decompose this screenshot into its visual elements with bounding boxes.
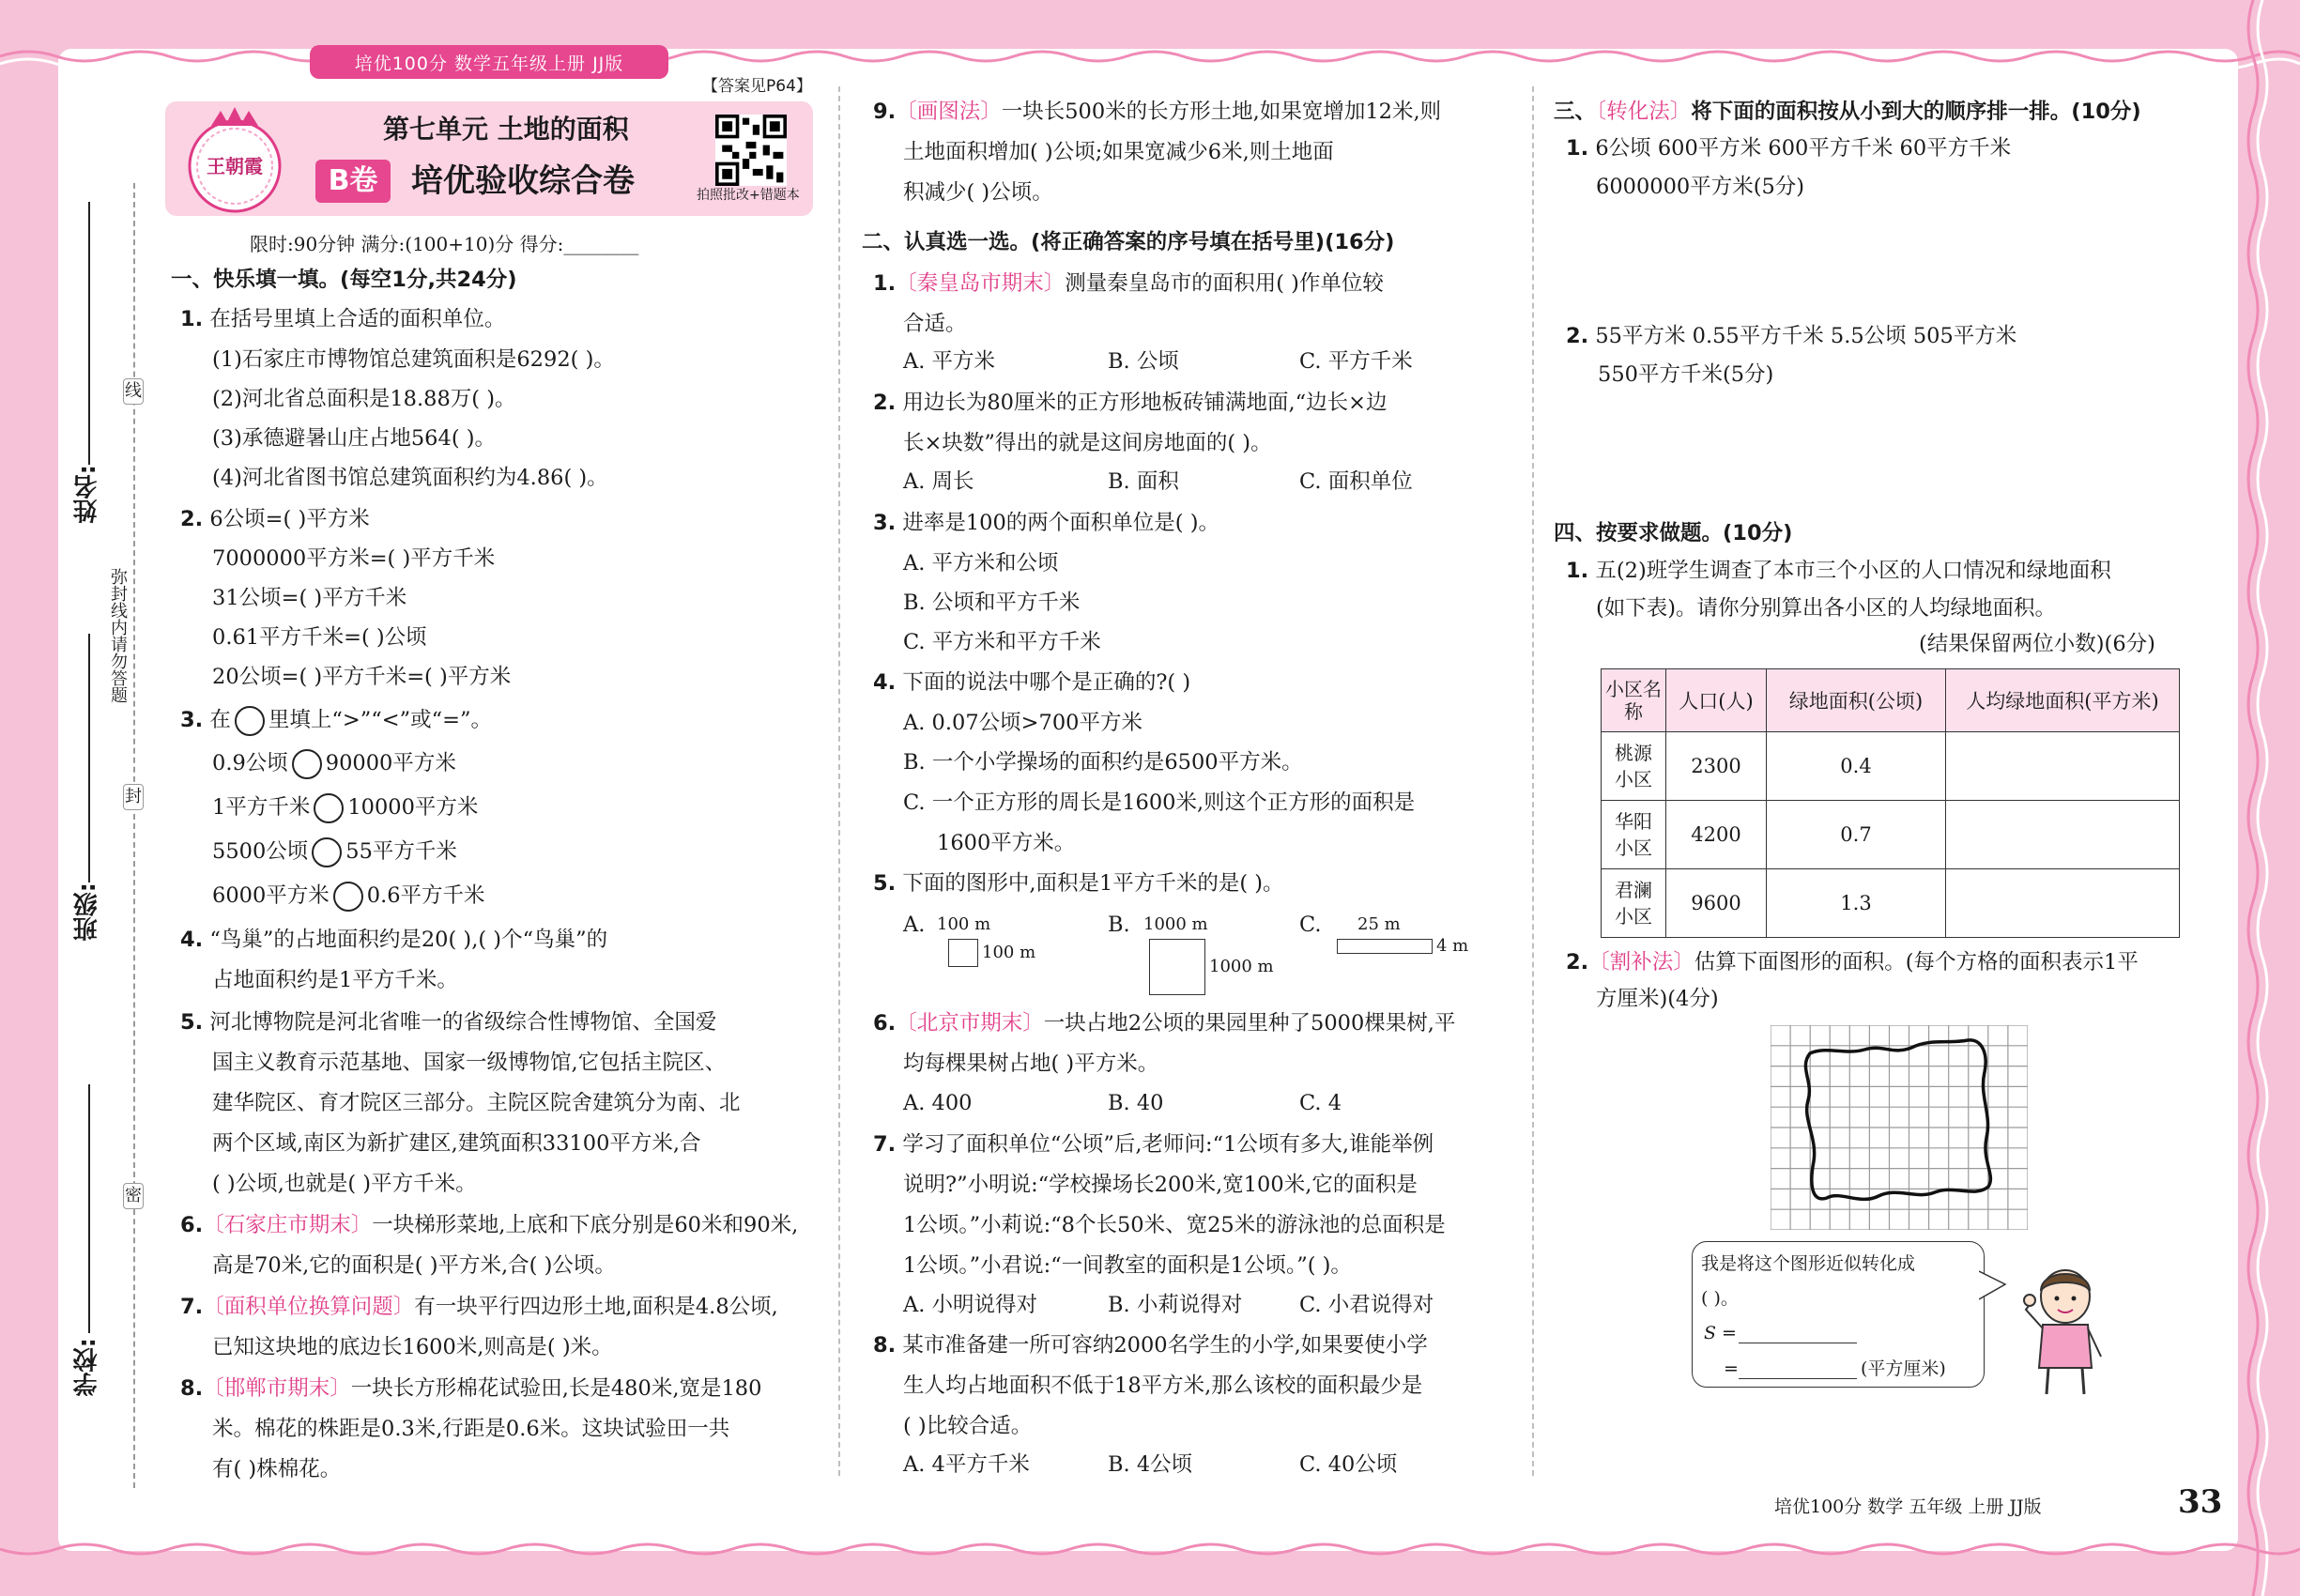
- question-8-line-3: 有( )株棉花。: [212, 1457, 342, 1481]
- question-4: 4. “鸟巢”的占地面积约是20( ),( )个“鸟巢”的: [180, 928, 608, 952]
- choice-1: 1.〔秦皇岛市期末〕测量秦皇岛市的面积用( )作单位较: [873, 271, 1384, 296]
- table-cell: 华阳小区: [1602, 801, 1666, 869]
- header-cell: 人均绿地面积(平方米): [1946, 669, 2180, 732]
- choice-7-option-a[interactable]: A. 小明说得对: [903, 1293, 1038, 1317]
- choice-3-option-c[interactable]: C. 平方米和平方千米: [903, 630, 1101, 654]
- question-5: 5. 河北博物院是河北省唯一的省级综合性博物馆、全国爱: [180, 1010, 717, 1035]
- unit-title: 第七单元 土地的面积: [383, 114, 629, 145]
- question-3-row-4: 6000平方米 0.6平方千米: [212, 882, 485, 912]
- question-3-row-1: 0.9公顷 90000平方米: [212, 749, 456, 779]
- question-8-line-2: 米。棉花的株距是0.3米,行距是0.6米。这块试验田一共: [212, 1417, 730, 1441]
- answer-cell[interactable]: [1946, 801, 2180, 869]
- table-cell: 桃源小区: [1602, 732, 1666, 801]
- option-b-top-label: 1000 m: [1143, 914, 1208, 934]
- option-c-top-label: 25 m: [1357, 914, 1401, 934]
- choice-2-option-c[interactable]: C. 面积单位: [1299, 469, 1413, 494]
- header-cell: 绿地面积(公顷): [1767, 669, 1946, 732]
- question-7: 7.〔面积单位换算问题〕有一块平行四边形土地,面积是4.8公顷,: [180, 1295, 778, 1319]
- choice-3-option-b[interactable]: B. 公顷和平方千米: [903, 591, 1081, 615]
- question-5-line-2: 国主义教育示范基地、国家一级博物馆,它包括主院区、: [212, 1051, 727, 1075]
- answer-cell[interactable]: [1946, 732, 2180, 801]
- choice-5: 5. 下面的图形中,面积是1平方千米的是( )。: [873, 871, 1284, 896]
- choice-6: 6.〔北京市期末〕一块占地2公顷的果园里种了5000棵果树,平: [873, 1011, 1456, 1036]
- header-cell: 小区名称: [1602, 669, 1666, 732]
- question-5-line-3: 建华院区、育才院区三部分。主院区院舍建筑分为南、北: [212, 1091, 741, 1115]
- table-row: [1602, 801, 2180, 869]
- question-5-line-5: ( )公顷,也就是( )平方千米。: [212, 1172, 477, 1196]
- choice-8: 8. 某市准备建一所可容纳2000名学生的小学,如果要使小学: [873, 1333, 1428, 1358]
- choice-8-option-a[interactable]: A. 4平方千米: [903, 1452, 1030, 1477]
- option-a-side-label: 100 m: [982, 943, 1036, 962]
- option-b-square: [1149, 939, 1205, 995]
- table-cell: 1.3: [1767, 869, 1946, 938]
- secret-mark: 密: [123, 1183, 144, 1209]
- choice-2: 2. 用边长为80厘米的正方形地板砖铺满地面,“边长×边: [873, 391, 1388, 415]
- choice-8-option-c[interactable]: C. 40公顷: [1299, 1452, 1398, 1477]
- logo-text: 王朝霞: [207, 155, 263, 177]
- column-divider-2: [1532, 86, 1534, 1476]
- question-4-line-2: 占地面积约是1平方千米。: [212, 968, 458, 992]
- choice-4-option-b[interactable]: B. 一个小学操场的面积约是6500平方米。: [903, 750, 1303, 775]
- question-8: 8.〔邯郸市期末〕一块长方形棉花试验田,长是480米,宽是180: [180, 1376, 762, 1401]
- sort-problem-1: 1. 6公顷 600平方米 600平方千米 60平方千米: [1566, 136, 2012, 161]
- question-3: 3. 在 里填上“>”“<”或“=”。: [180, 706, 492, 736]
- choice-6-option-a[interactable]: A. 400: [903, 1091, 973, 1115]
- choice-6-option-b[interactable]: B. 40: [1108, 1091, 1164, 1115]
- page-number: 33: [2178, 1483, 2223, 1521]
- choice-1-line-2: 合适。: [903, 312, 967, 336]
- choice-7-line-4: 1公顷。”小君说:“一间教室的面积是1公顷。”( )。: [903, 1253, 1352, 1278]
- problem-2: 2.〔割补法〕估算下面图形的面积。(每个方格的面积表示1平: [1566, 950, 2139, 974]
- section-2-heading: 二、认真选一选。(将正确答案的序号填在括号里)(16分): [862, 230, 1395, 254]
- binding-strip: [60, 183, 163, 1488]
- question-9-line-2: 土地面积增加( )公顷;如果宽减少6米,则土地面: [903, 140, 1334, 164]
- table-cell: 2300: [1666, 732, 1767, 801]
- table-row: [1602, 869, 2180, 938]
- choice-1-option-c[interactable]: C. 平方千米: [1299, 349, 1413, 374]
- exam-meta: 限时:90分钟 满分:(100+10)分 得分:________: [250, 233, 639, 255]
- question-1-part-4: (4)河北省图书馆总建筑面积约为4.86( )。: [212, 466, 608, 490]
- header-cell: 人口(人): [1666, 669, 1767, 732]
- answer-reference: 【答案见P64】: [702, 77, 812, 96]
- question-2-part-3: 31公顷=( )平方千米: [212, 586, 407, 610]
- column-divider-1: [838, 86, 840, 1476]
- choice-2-line-2: 长×块数”得出的就是这间房地面的( )。: [903, 431, 1272, 455]
- table-cell: 君澜小区: [1602, 869, 1666, 938]
- question-5-line-4: 两个区域,南区为新扩建区,建筑面积33100平方米,合: [212, 1131, 701, 1156]
- question-2-part-2: 7000000平方米=( )平方千米: [212, 546, 496, 571]
- choice-8-line-3: ( )比较合适。: [903, 1414, 1033, 1438]
- choice-4: 4. 下面的说法中哪个是正确的?( ): [873, 670, 1191, 695]
- class-line: [88, 634, 90, 882]
- bubble-line-1: 我是将这个图形近似转化成: [1701, 1253, 1916, 1274]
- section-3-heading: 三、〔转化法〕将下面的面积按从小到大的顺序排一排。(10分): [1554, 100, 2141, 124]
- question-1-part-3: (3)承德避暑山庄占地564( )。: [212, 426, 497, 451]
- choice-7-line-2: 说明?”小明说:“学校操场长200米,宽100米,它的面积是: [903, 1173, 1418, 1197]
- compare-circle-icon[interactable]: [292, 749, 322, 779]
- bubble-unit: (平方厘米): [1861, 1358, 1946, 1379]
- question-6-line-2: 高是70米,它的面积是( )平方米,合( )公顷。: [212, 1253, 616, 1278]
- option-c-side-label: 4 m: [1436, 936, 1469, 956]
- problem-1-line-2: (如下表)。请你分别算出各小区的人均绿地面积。: [1596, 596, 2057, 621]
- question-3-row-3: 5500公顷 55平方千米: [212, 837, 457, 867]
- sort-problem-2: 2. 55平方米 0.55平方千米 5.5公顷 505平方米: [1566, 324, 2017, 348]
- choice-4-option-c-line-2: 1600平方米。: [937, 831, 1076, 855]
- choice-4-option-c[interactable]: C. 一个正方形的周长是1600米,则这个正方形的面积是: [903, 790, 1416, 815]
- choice-6-line-2: 均每棵果树占地( )平方米。: [903, 1051, 1159, 1076]
- table-cell: 9600: [1666, 869, 1767, 938]
- question-9-line-3: 积减少( )公顷。: [903, 180, 1053, 205]
- option-a-square: [948, 939, 978, 967]
- choice-3: 3. 进率是100的两个面积单位是( )。: [873, 511, 1220, 535]
- page-footer: 培优100分 数学 五年级 上册 JJ版: [1774, 1496, 2042, 1517]
- choice-7-line-3: 1公顷。”小莉说:“8个长50米、宽25米的游泳池的总面积是: [903, 1213, 1446, 1237]
- qr-code-icon[interactable]: [715, 115, 787, 186]
- choice-1-option-b[interactable]: B. 公顷: [1108, 349, 1179, 374]
- choice-3-option-a[interactable]: A. 平方米和公顷: [903, 551, 1059, 575]
- question-3-row-2: 1平方千米 10000平方米: [212, 793, 478, 823]
- school-label: 学校:: [73, 1338, 101, 1397]
- compare-circle-icon[interactable]: [333, 882, 363, 912]
- question-1-part-2: (2)河北省总面积是18.88万( )。: [212, 387, 516, 411]
- bubble-equals: =: [1724, 1358, 1739, 1379]
- logo-icon: [178, 105, 291, 213]
- sort-problem-2-line-2: 550平方千米(5分): [1598, 362, 1774, 387]
- grid-shape-figure: [1771, 1025, 2028, 1230]
- choice-2-option-b[interactable]: B. 面积: [1108, 469, 1179, 494]
- line-mark: 线: [123, 378, 144, 405]
- choice-7: 7. 学习了面积单位“公顷”后,老师问:“1公顷有多大,谁能举例: [873, 1132, 1434, 1157]
- name-label: 姓名:: [73, 465, 101, 524]
- choice-8-line-2: 生人均占地面积不低于18平方米,那么该校的面积最少是: [903, 1373, 1423, 1398]
- question-6: 6.〔石家庄市期末〕一块梯形菜地,上底和下底分别是60米和90米,: [180, 1213, 799, 1237]
- class-label: 班级:: [73, 882, 101, 942]
- question-1: 1. 在括号里填上合适的面积单位。: [180, 307, 506, 331]
- seal-mark: 封: [123, 784, 144, 810]
- table-cell: 4200: [1666, 801, 1767, 869]
- question-7-line-2: 已知这块地的底边长1600米,则高是( )米。: [212, 1335, 613, 1359]
- question-2-part-5: 20公顷=( )平方千米=( )平方米: [212, 665, 512, 689]
- population-table: [1601, 668, 2180, 938]
- right-wave-border: [2216, 0, 2300, 1596]
- table-header-row: [1602, 669, 2180, 732]
- student-illustration: [2018, 1263, 2112, 1404]
- choice-1-option-a[interactable]: A. 平方米: [903, 349, 996, 374]
- problem-2-line-2: 方厘米)(4分): [1596, 987, 1719, 1011]
- volume-badge: B卷: [315, 160, 391, 203]
- compare-circle-icon[interactable]: [312, 837, 342, 867]
- speech-bubble-tail-icon: [1979, 1267, 2007, 1305]
- choice-5-option-a[interactable]: A.: [903, 913, 926, 937]
- choice-7-option-b[interactable]: B. 小莉说得对: [1108, 1293, 1243, 1317]
- problem-1: 1. 五(2)班学生调查了本市三个小区的人口情况和绿地面积: [1566, 559, 2111, 583]
- section-4-heading: 四、按要求做题。(10分): [1554, 521, 1793, 545]
- series-tab: 培优100分 数学五年级上册 JJ版: [310, 45, 668, 79]
- bottom-wave-border: [0, 1530, 2300, 1596]
- sort-problem-1-line-2: 6000000平方米(5分): [1596, 175, 1805, 199]
- problem-1-note: (结果保留两位小数)(6分): [1919, 632, 2155, 656]
- qr-caption: 拍照批改+错题本: [697, 188, 800, 203]
- option-c-rectangle: [1337, 939, 1433, 954]
- section-1-heading: 一、快乐填一填。(每空1分,共24分): [171, 268, 517, 292]
- choice-5-option-b[interactable]: B.: [1108, 913, 1130, 937]
- choice-4-option-a[interactable]: A. 0.07公顷>700平方米: [903, 711, 1142, 735]
- option-b-side-label: 1000 m: [1209, 957, 1274, 976]
- school-line: [88, 1084, 90, 1333]
- bubble-line-2: ( )。: [1701, 1288, 1739, 1309]
- question-2: 2. 6公顷=( )平方米: [180, 507, 370, 531]
- seal-notice: 弥封线内请勿答题: [105, 568, 130, 703]
- choice-2-option-a[interactable]: A. 周长: [903, 469, 974, 494]
- table-row: [1602, 732, 2180, 801]
- answer-cell[interactable]: [1946, 869, 2180, 938]
- bubble-area-label: S =: [1704, 1323, 1737, 1343]
- option-a-top-label: 100 m: [937, 914, 991, 934]
- question-2-part-4: 0.61平方千米=( )公顷: [212, 625, 427, 650]
- table-cell: 0.4: [1767, 732, 1946, 801]
- compare-circle-icon: [235, 706, 265, 736]
- name-line: [88, 202, 90, 465]
- table-cell: 0.7: [1767, 801, 1946, 869]
- choice-8-option-b[interactable]: B. 4公顷: [1108, 1452, 1193, 1477]
- compare-circle-icon[interactable]: [314, 793, 344, 823]
- paper-title: 培优验收综合卷: [411, 162, 635, 200]
- question-9: 9.〔画图法〕一块长500米的长方形土地,如果宽增加12米,则: [873, 100, 1442, 124]
- choice-7-option-c[interactable]: C. 小君说得对: [1299, 1293, 1434, 1317]
- answer-blank-2[interactable]: [1739, 1378, 1857, 1379]
- choice-5-option-c[interactable]: C.: [1299, 913, 1322, 937]
- choice-6-option-c[interactable]: C. 4: [1299, 1091, 1342, 1115]
- question-1-part-1: (1)石家庄市博物馆总建筑面积是6292( )。: [212, 347, 615, 372]
